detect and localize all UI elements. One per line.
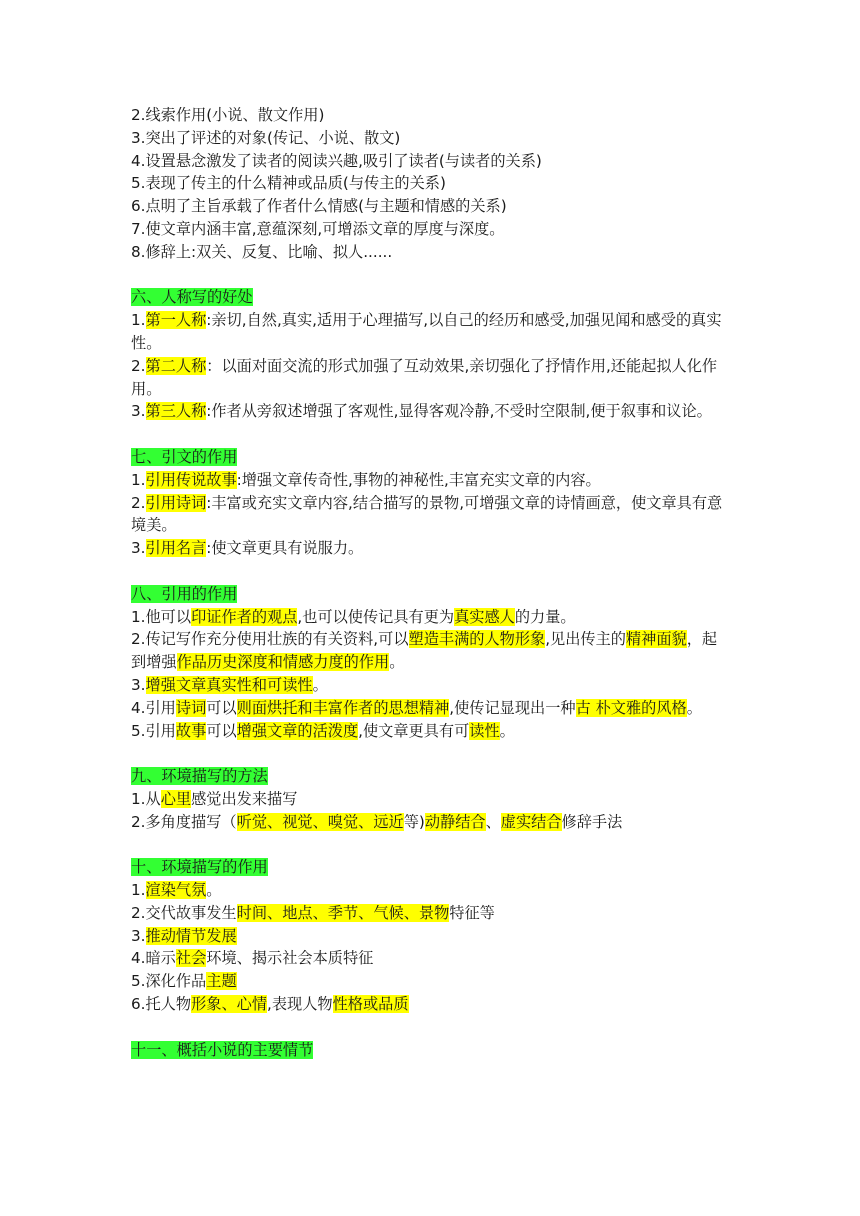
highlight: 引用传说故事 [145, 470, 237, 489]
highlight: 第三人称 [145, 402, 207, 421]
list-item: 3.增强文章真实性和可读性。 [131, 675, 328, 694]
section-environment-function [131, 856, 731, 1016]
list-item: 4.引用诗词可以则面烘托和丰富作者的思想精神,使传记显现出一种古 朴文雅的风格。 [131, 698, 702, 717]
list-item: 2.线索作用(小说、散文作用) [131, 106, 325, 124]
highlight: 增强文章的活泼度 [236, 721, 359, 740]
highlight: 主题 [206, 972, 237, 991]
list-item: 1.他可以印证作者的观点,也可以使传记具有更为真实感人的力量。 [131, 607, 576, 626]
section-quotation-function [131, 583, 731, 743]
highlight: 第二人称 [145, 356, 207, 375]
list-item: 6.点明了主旨承载了作者什么情感(与主题和情感的关系) [131, 197, 507, 216]
list-item: 3.第三人称:作者从旁叙述增强了客观性,显得客观冷静,不受时空限制,便于叙事和议论。 [131, 402, 712, 421]
section-heading: 七、引文的作用 [131, 447, 238, 466]
list-item: 3.突出了评述的对象(传记、小说、散文) [131, 128, 401, 147]
section-heading: 六、人称写的好处 [131, 288, 253, 307]
list-item: 2.传记写作充分使用壮族的有关资料,可以塑造丰满的人物形象,见出传主的精神面貌，起到增强作品历史深度和情感力度的作用。 [131, 630, 718, 672]
list-item: 4.设置悬念激发了读者的阅读兴趣,吸引了读者(与读者的关系) [131, 151, 542, 170]
section-plot-summary [131, 1039, 731, 1062]
section-heading: 十一、概括小说的主要情节 [131, 1040, 314, 1059]
highlight: 真实感人 [454, 607, 515, 626]
highlight: 第一人称 [145, 311, 207, 330]
highlight: 则面烘托和丰富作者的思想精神 [236, 698, 450, 717]
highlight: 听觉、视觉、嗅觉、远近 [236, 812, 404, 831]
section-heading: 十、环境描写的作用 [131, 858, 268, 877]
section-environment-methods [131, 765, 731, 833]
highlight: 作品历史深度和情感力度的作用 [176, 653, 390, 672]
highlight: 塑造丰满的人物形象 [408, 630, 546, 649]
list-item: 2.引用诗词:丰富或充实文章内容,结合描写的景物,可增强文章的诗情画意，使文章具有意境美。 [131, 493, 723, 535]
list-item: 5.引用故事可以增强文章的活泼度,使文章更具有可读性。 [131, 721, 515, 740]
list-item: 2.第二人称：以面对面交流的形式加强了互动效果,亲切强化了抒情作用,还能起拟人化作用。 [131, 356, 718, 398]
highlight: 心里 [160, 789, 192, 808]
list-item: 3.引用名言:使文章更具有说服力。 [131, 539, 364, 558]
section-heading: 九、环境描写的方法 [131, 767, 268, 786]
list-item: 1.引用传说故事:增强文章传奇性,事物的神秘性,丰富充实文章的内容。 [131, 470, 601, 489]
list-item: 1.第一人称:亲切,自然,真实,适用于心理描写,以自己的经历和感受,加强见闻和感受的真实性。 [131, 311, 722, 352]
highlight: 印证作者的观点 [191, 607, 298, 626]
list-item: 8.修辞上:双关、反复、比喻、拟人...... [131, 242, 393, 261]
top-list [131, 104, 731, 264]
list-item: 3.推动情节发展 [131, 926, 237, 945]
list-item: 5.表现了传主的什么精神或品质(与传主的关系) [131, 174, 446, 193]
highlight: 古 朴文雅的风格 [575, 698, 687, 717]
list-item: 2.多角度描写（听觉、视觉、嗅觉、远近等)动静结合、虚实结合修辞手法 [131, 812, 623, 831]
section-person-narration [131, 286, 731, 423]
highlight: 渲染气氛 [145, 881, 207, 900]
list-item: 5.深化作品主题 [131, 972, 237, 991]
section-citation-function [131, 446, 731, 560]
list-item: 4.暗示社会环境、揭示社会本质特征 [131, 949, 374, 968]
highlight: 虚实结合 [500, 812, 562, 831]
list-item: 2.交代故事发生时间、地点、季节、气候、景物特征等 [131, 903, 495, 922]
list-item: 1.从心里感觉出发来描写 [131, 789, 298, 808]
highlight: 增强文章真实性和可读性 [145, 675, 313, 694]
highlight: 引用名言 [145, 539, 207, 558]
highlight: 推动情节发展 [145, 926, 237, 945]
highlight: 时间、地点、季节、气候、景物 [236, 903, 450, 922]
highlight: 引用诗词 [145, 493, 207, 512]
highlight: 读性 [469, 721, 500, 740]
list-item: 1.渲染气氛。 [131, 881, 222, 900]
highlight: 精神面貌 [625, 630, 687, 649]
highlight: 诗词 [175, 698, 207, 717]
document-body [131, 104, 731, 1061]
list-item: 6.托人物形象、心情,表现人物性格或品质 [131, 995, 409, 1014]
highlight: 故事 [175, 721, 207, 740]
highlight: 社会 [175, 949, 207, 968]
highlight: 动静结合 [424, 812, 486, 831]
highlight: 形象、心情 [191, 995, 267, 1014]
section-heading: 八、引用的作用 [131, 584, 238, 603]
highlight: 性格或品质 [332, 995, 409, 1014]
list-item: 7.使文章内涵丰富,意蕴深刻,可增添文章的厚度与深度。 [131, 219, 505, 238]
